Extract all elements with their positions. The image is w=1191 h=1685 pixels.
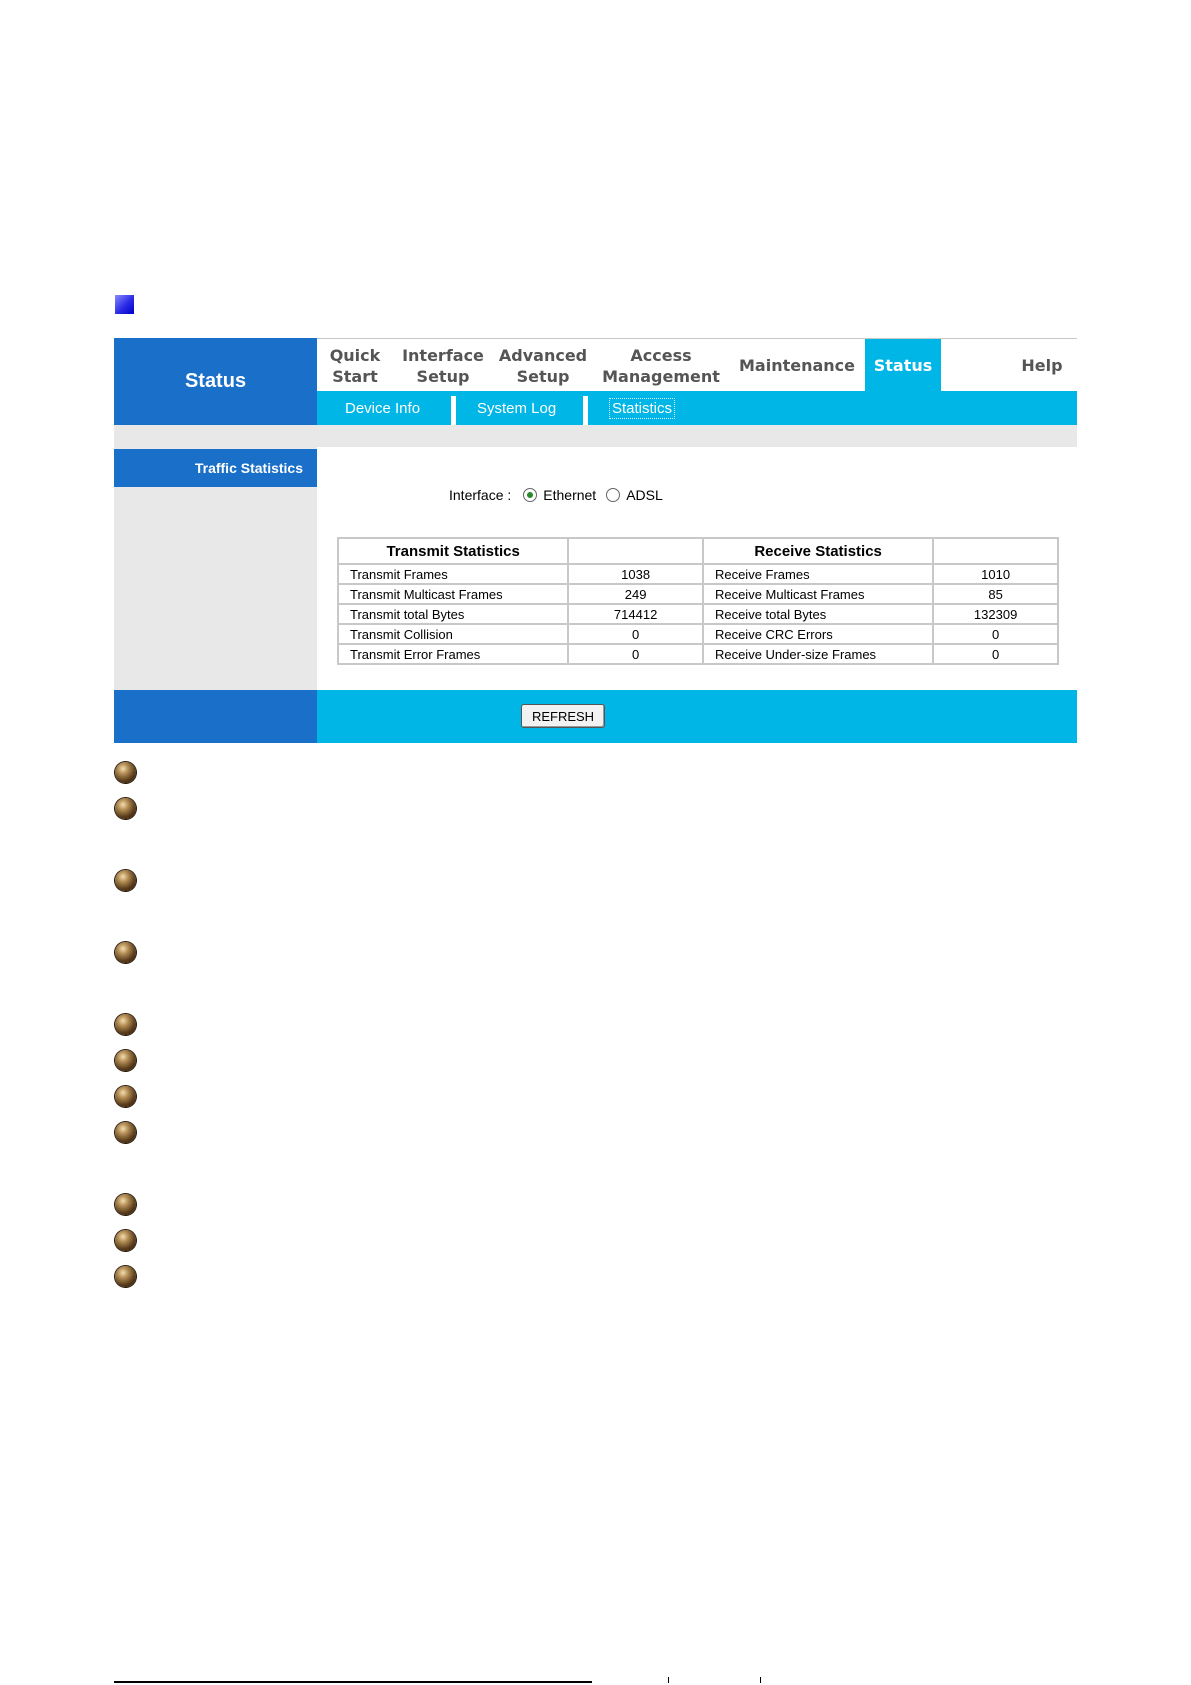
bronze-sphere-bullet-icon [115, 762, 136, 783]
tx-value: 714412 [568, 604, 703, 624]
bronze-sphere-bullet-icon [115, 942, 136, 963]
table-header-empty [568, 538, 703, 564]
interface-label: Interface : [449, 487, 512, 503]
spacer-band [114, 425, 1077, 447]
tx-value: 249 [568, 584, 703, 604]
nav-maintenance[interactable]: Maintenance [738, 356, 855, 375]
bronze-sphere-bullet-icon [115, 1014, 136, 1035]
footer-action-bar [317, 690, 1077, 743]
table-header-empty [933, 538, 1058, 564]
section-label-traffic-statistics: Traffic Statistics [114, 449, 317, 487]
tx-label: Transmit Collision [338, 624, 568, 644]
transmit-statistics-header: Transmit Statistics [338, 538, 568, 564]
rx-label: Receive total Bytes [703, 604, 933, 624]
nav-help[interactable]: Help [1021, 356, 1063, 375]
nav-advanced-setup[interactable]: Advanced Setup [498, 345, 588, 386]
sub-navigation [317, 391, 1077, 425]
footer-tick [668, 1677, 669, 1683]
rx-value: 132309 [933, 604, 1058, 624]
tx-value: 0 [568, 644, 703, 664]
rx-value: 1010 [933, 564, 1058, 584]
ethernet-radio-label: Ethernet [543, 487, 597, 503]
table-row [338, 644, 1058, 664]
router-status-panel [114, 338, 1077, 743]
adsl-radio[interactable] [606, 488, 620, 502]
tx-label: Transmit Frames [338, 564, 568, 584]
page-header [114, 338, 317, 425]
rx-label: Receive Under-size Frames [703, 644, 933, 664]
top-navigation [317, 338, 1077, 391]
subnav-statistics[interactable] [609, 395, 675, 421]
content-area [317, 447, 1077, 690]
page-title: Status [184, 370, 247, 392]
subnav-statistics-label: Statistics [609, 398, 675, 419]
tx-value: 0 [568, 624, 703, 644]
rx-value: 0 [933, 624, 1058, 644]
rx-label: Receive CRC Errors [703, 624, 933, 644]
bronze-sphere-bullet-icon [115, 1122, 136, 1143]
subnav-separator [583, 396, 588, 425]
bronze-sphere-bullet-icon [115, 870, 136, 891]
ethernet-radio[interactable] [523, 488, 537, 502]
nav-access-management[interactable]: Access Management [602, 345, 720, 386]
tx-value: 1038 [568, 564, 703, 584]
adsl-radio-label: ADSL [626, 487, 663, 503]
tx-label: Transmit Multicast Frames [338, 584, 568, 604]
subnav-device-info-label: Device Info [345, 399, 421, 417]
subnav-system-log-label: System Log [477, 399, 557, 417]
table-row [338, 584, 1058, 604]
bronze-sphere-bullet-icon [115, 1050, 136, 1071]
bronze-sphere-bullet-icon [115, 1194, 136, 1215]
nav-quick-start[interactable]: Quick Start [329, 345, 381, 386]
table-row [338, 624, 1058, 644]
table-row [338, 604, 1058, 624]
bronze-sphere-bullet-icon [115, 1230, 136, 1251]
subnav-separator [451, 396, 456, 425]
footer-left-band [114, 690, 317, 743]
section-marker-square-icon [115, 295, 134, 314]
nav-interface-setup[interactable]: Interface Setup [402, 345, 484, 386]
interface-selector [449, 483, 663, 507]
rx-value: 85 [933, 584, 1058, 604]
bronze-sphere-bullet-icon [115, 798, 136, 819]
table-header-row [338, 538, 1058, 564]
rx-label: Receive Frames [703, 564, 933, 584]
tx-label: Transmit Error Frames [338, 644, 568, 664]
nav-status[interactable]: Status [865, 339, 941, 392]
tx-label: Transmit total Bytes [338, 604, 568, 624]
subnav-system-log[interactable] [477, 395, 556, 421]
footer-tick [760, 1677, 761, 1683]
subnav-device-info[interactable] [345, 395, 420, 421]
rx-value: 0 [933, 644, 1058, 664]
traffic-statistics-table [337, 537, 1059, 665]
bronze-sphere-bullet-icon [115, 1086, 136, 1107]
receive-statistics-header: Receive Statistics [703, 538, 933, 564]
table-row [338, 564, 1058, 584]
rx-label: Receive Multicast Frames [703, 584, 933, 604]
bronze-sphere-bullet-icon [115, 1266, 136, 1287]
refresh-button[interactable]: REFRESH [521, 704, 605, 728]
footer-rule [114, 1681, 592, 1683]
